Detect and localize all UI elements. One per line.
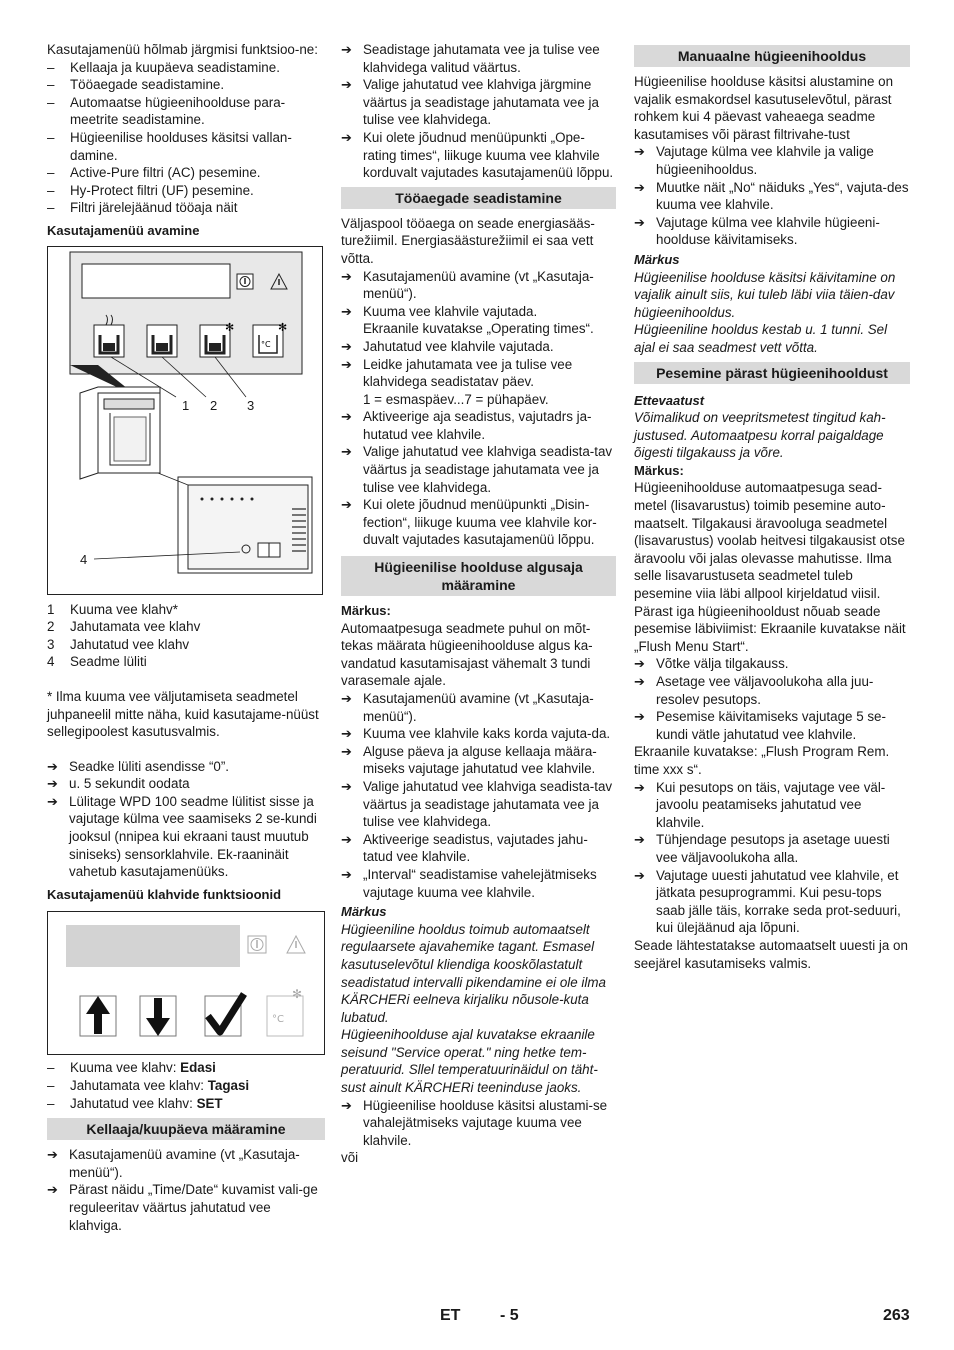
step: ➔ Kui olete jõudnud menüüpunkti „Ope-rating times“, liikuge kuuma vee klahvile korduvalt vajutades kasutajamenüü lõppu. [341, 129, 616, 182]
footnote: * Ilma kuuma vee väljutamiseta seadmetel juhpaneelil mitte näha, kuid kasutajame-nüüst sellegipoolest kasutusvalmis. [47, 688, 319, 740]
function-item: – Automaatse hügieenihoolduse para-meetrite seadistamine. [47, 94, 325, 129]
function-item: – Hy-Protect filtri (UF) pesemine. [47, 182, 325, 200]
note-label: Märkus [341, 904, 387, 920]
column-1 [47, 41, 325, 1234]
step: ➔ Jahutatud vee klahvile vajutada. [341, 338, 616, 356]
note-text: Automaatpesuga seadmete puhul on mõt-tekas määrata hügieenihoolduse algus ka-vandatud kasutamisajast vähemalt 3 tundi varasemale ajale. [341, 620, 593, 689]
note-text: Hügieeniline hooldus toimub automaatselt regulaarsete ajavahemike tagant. Esmasel kasutuselevõtul kliendiga kooskõlastatult seadistatud intervalli pikendamine ei ole ilma KÄRCHERi eelneva kirjaliku nõusole-kuta lubatud. [341, 921, 606, 1025]
step: ➔ Muutke näit „No“ näiduks „Yes“, vajuta-des kuuma vee klahvile. [634, 179, 910, 214]
callout-4: 4 [80, 551, 88, 567]
callout-3: 3 [247, 397, 255, 413]
panel-illustration [48, 247, 322, 594]
legend-item: 2 Jahutamata vee klahv [47, 619, 201, 635]
column-3 [634, 41, 910, 972]
up-arrow-icon [86, 996, 110, 1034]
step: ➔ u. 5 sekundit oodata [47, 775, 325, 793]
svg-text:✻: ✻ [292, 987, 303, 1002]
step: ➔ Pesemise käivitamiseks vajutage 5 se-kundi vätle jahutatud vee klahvile. [634, 708, 910, 743]
function-item: – Kellaaja ja kuupäeva seadistamine. [47, 59, 325, 77]
menu-intro: Kasutajamenüü hõlmab järgmisi funktsioo-ne: [47, 42, 318, 57]
note-text: Hügieenilise hoolduse käsitsi käivitamine on vajalik ainult siis, kui tuleb läbi viia täien-dav hügieenihooldus. [634, 269, 896, 320]
manual-hygiene-heading: Manuaalne hügieenihooldus [634, 45, 910, 67]
step: ➔ Kuuma vee klahvile kaks korda vajuta-da. [341, 725, 616, 743]
step: ➔ Valige jahutatud vee klahviga järgmine väärtus ja seadistage jahutamata vee ja tulise vee klahvidega. [341, 76, 616, 129]
caution-label: Ettevaatust [634, 392, 705, 408]
time-date-heading: Kellaaja/kuupäeva määramine [47, 1118, 325, 1140]
function-item: – Tööaegade seadistamine. [47, 76, 325, 94]
step: ➔ Kasutajamenüü avamine (vt „Kasutaja-menüü“). [47, 1146, 325, 1181]
callout-1: 1 [182, 397, 190, 413]
step: ➔ Vajutage uuesti jahutatud vee klahvile, et jätkata pesuprogrammi. Kui pesu-tops saab jälle täis, korrake seda prot-seduuri, kui ülejäänud aja lõpuni. [634, 867, 910, 937]
footer-page-number: 263 [883, 1307, 910, 1324]
legend-item: 4 Seadme lüliti [47, 654, 147, 670]
note-label: Märkus: [341, 603, 391, 619]
step-note: 1 = esmaspäev...7 = pühapäev. [363, 391, 549, 407]
keys-heading: Kasutajamenüü klahvide funktsioonid [47, 886, 282, 902]
keys-figure [47, 911, 325, 1055]
step: ➔ Alguse päeva ja alguse kellaaja määra-miseks vajutage jahutatud vee klahvile. [341, 743, 616, 778]
step: ➔ Pärast näidu „Time/Date“ kuvamist vali-ge reguleeritav väärtus jahutatud vee klahviga. [47, 1181, 325, 1234]
function-item: – Filtri järelejäänud tööaja näit [47, 199, 325, 217]
open-menu-heading: Kasutajamenüü avamine [47, 222, 200, 238]
step: ➔ Lülitage WPD 100 seadme lülitist sisse ja vajutage külma vee saamiseks 2 se-kundi jooksul (nnipea kui ekraani taust muutub siniseks) sensorklahvile. Ek-raaninäit vahetub kasutajamenüüks. [47, 793, 325, 881]
hygiene-start-heading: Hügieenilise hoolduse algusaja määramine [341, 556, 616, 596]
final-text: Seade lähtestatakse automaatselt uuesti ja on seejärel kasutamiseks valmis. [634, 937, 908, 971]
key-function: – Jahutamata vee klahv: Tagasi [47, 1077, 325, 1095]
step: ➔ Kui olete jõudnud menüüpunkti „Disin-fection“, liikuge kuuma vee klahvile kor-duvalt vajutades kasutajamenüü lõppu. [341, 496, 616, 549]
work-times-heading: Tööaegade seadistamine [341, 187, 616, 209]
footer-local-page: - 5 [500, 1307, 519, 1324]
control-panel-figure [47, 246, 323, 595]
note-text: Hügieenihoolduse automaatpesuga sead-metel (lisavarustus) toimib pesemine auto-maatselt. Tilgakausi äravooluga seadmetel (lisavarustus) voolab heitvesi tilgakausist otse äravoolu või jalas olevasse mahutisse. Ilma selle lisavarustuseta seadmetel tuleb pesemine viia läbi allpool kirjeldatud viisil. Pärast iga hügieenihooldust nõuab seade pesemise läbiviimist: Ekraanile kuvatakse näit „Flush Menu Start“. [634, 480, 906, 654]
step: ➔ Võtke välja tilgakauss. [634, 655, 910, 673]
step: ➔ Asetage vee väljavoolukoha alla juu-resolev pesutops. [634, 673, 910, 708]
note-label: Märkus [634, 251, 680, 267]
down-arrow-icon [146, 998, 170, 1036]
step: ➔ „Interval“ seadistamise vahelejätmiseks vajutage kuuma vee klahvile. [341, 866, 616, 901]
svg-text:°C: °C [272, 1014, 284, 1026]
column-2 [341, 41, 616, 1167]
note-text: Hügieeniline hooldus kestab u. 1 tunni. Sel ajal ei saa seadmest vett võtta. [634, 322, 888, 355]
caution-text: Võimalikud on veepritsmetest tingitud kah-justused. Automaatpesu korral paigaldage õigesti tilgakauss ja võre. [634, 410, 886, 461]
check-icon [208, 994, 244, 1032]
step: ➔ Tühjendage pesutops ja asetage uuesti vee väljavoolukoha alla. [634, 831, 910, 866]
step: ➔ Aktiveerige aja seadistus, vajutadrs ja-hutatud vee klahvile. [341, 408, 616, 443]
or-text: või [341, 1150, 359, 1166]
step: ➔ Kuuma vee klahvile vajutada. [341, 303, 616, 321]
step: ➔ Hügieenilise hoolduse käsitsi alustami-se vahalejätmiseks vajutage kuuma vee klahvile. [341, 1097, 616, 1150]
work-times-intro: Väljaspool tööaega on seade energiasääs-turežiimil. Energiasäästurežiimil ei saa vett võtta. [341, 215, 595, 266]
step: ➔ Leidke jahutamata vee ja tulise vee klahvidega seadistatav päev. [341, 356, 616, 391]
legend-item: 1 Kuuma vee klahv* [47, 601, 178, 617]
key-function: – Jahutatud vee klahv: SET [47, 1095, 325, 1113]
step: ➔ Kui pesutops on täis, vajutage vee väl-javoolu peatamiseks jahutatud vee klahvile. [634, 779, 910, 832]
svg-text:✻: ✻ [225, 320, 235, 334]
note-label: Märkus: [634, 462, 684, 478]
step: ➔ Vajutage külma vee klahvile ja valige hügieenihooldus. [634, 143, 910, 178]
step: ➔ Kasutajamenüü avamine (vt „Kasutaja-menüü“). [341, 268, 616, 303]
step: ➔ Aktiveerige seadistus, vajutades jahu-tatud vee klahvile. [341, 831, 616, 866]
step: ➔ Vajutage külma vee klahvile hügieeni-hoolduse käivitamiseks. [634, 214, 910, 249]
callout-2: 2 [210, 397, 218, 413]
keys-illustration [48, 912, 324, 1054]
step: ➔ Valige jahutatud vee klahviga seadista-tav väärtus ja seadistage jahutamata vee ja tulise vee klahvidega. [341, 778, 616, 831]
function-item: – Active-Pure filtri (AC) pesemine. [47, 164, 325, 182]
svg-text:✻: ✻ [278, 320, 288, 334]
step: ➔ Kasutajamenüü avamine (vt „Kasutaja-menüü“). [341, 690, 616, 725]
step: ➔ Valige jahutatud vee klahviga seadista-tav väärtus ja seadistage jahutamata vee ja tulise vee klahvidega. [341, 443, 616, 496]
figure-legend [47, 601, 325, 671]
step-note: Ekraanile kuvatakse „Operating times“. [363, 321, 594, 337]
flush-heading: Pesemine pärast hügieenihooldust [634, 362, 910, 384]
step: ➔ Seadke lüliti asendisse “0”. [47, 758, 325, 776]
key-function: – Kuuma vee klahv: Edasi [47, 1059, 325, 1077]
footer-language: ET [440, 1307, 461, 1324]
svg-text:°C: °C [261, 339, 271, 349]
legend-item: 3 Jahutatud vee klahv [47, 636, 190, 652]
manual-hygiene-intro: Hügieenilise hoolduse käsitsi alustamine on vajalik esmakordsel kasutuselevõtul, pärast rohkem kui 4 päevast vaheaega seadme kasutamises või pärast filtrivahe-tust [634, 74, 894, 142]
function-item: – Hügieenilise hoolduses käsitsi vallan-damine. [47, 129, 325, 164]
display-text: Ekraanile kuvatakse: „Flush Program Rem. time xxx s“. [634, 744, 890, 777]
note-text: Hügieenihoolduse ajal kuvatakse ekraanile seisund "Service operat." ning hetke tem-peratuurid. Sllel temperatuurinäidul on täht-sust ainult KÄRCHERi teeninduse jaoks. [341, 1027, 598, 1096]
step: ➔ Seadistage jahutamata vee ja tulise vee klahvidega valitud väärtus. [341, 41, 616, 76]
